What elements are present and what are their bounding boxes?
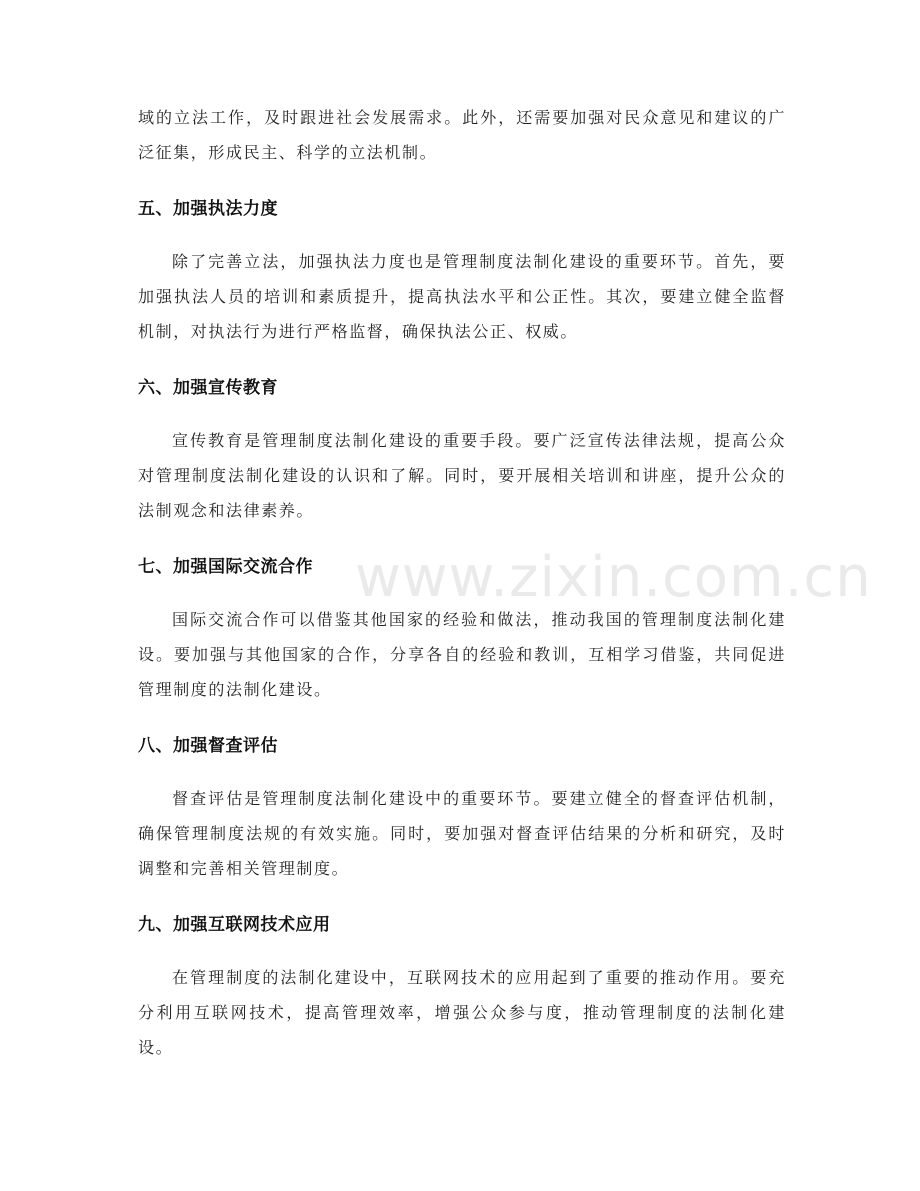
section-body-6: 宣传教育是管理制度法制化建设的重要手段。要广泛宣传法律法规，提高公众对管理制度法制化建设的认识和了解。同时，要开展相关培训和讲座，提升公众的法制观念和法律素养。 <box>138 431 786 520</box>
section-body-5: 除了完善立法，加强执法力度也是管理制度法制化建设的重要环节。首先，要加强执法人员的培训和素质提升，提高执法水平和公正性。其次，要建立健全监督机制，对执法行为进行严格监督，确保执法公正、权威。 <box>138 252 786 341</box>
section-heading-9: 九、加强互联网技术应用 <box>138 915 331 935</box>
section-body-8: 督查评估是管理制度法制化建设中的重要环节。要建立健全的督查评估机制，确保管理制度法规的有效实施。同时，要加强对督查评估结果的分析和研究，及时调整和完善相关管理制度。 <box>138 789 786 878</box>
section-heading-7: 七、加强国际交流合作 <box>138 557 313 577</box>
section-heading-6: 六、加强宣传教育 <box>138 378 278 398</box>
section-body-7: 国际交流合作可以借鉴其他国家的经验和做法，推动我国的管理制度法制化建设。要加强与其他国家的合作，分享各自的经验和教训，互相学习借鉴，共同促进管理制度的法制化建设。 <box>138 610 786 699</box>
document-body <box>138 100 786 1065</box>
section-heading-5: 五、加强执法力度 <box>138 199 278 219</box>
watermark: www.zixin.com.cn <box>355 545 872 610</box>
section-heading-8: 八、加强督查评估 <box>138 736 278 756</box>
section-body-9: 在管理制度的法制化建设中，互联网技术的应用起到了重要的推动作用。要充分利用互联网技术，提高管理效率，增强公众参与度，推动管理制度的法制化建设。 <box>138 968 786 1057</box>
intro-paragraph: 域的立法工作，及时跟进社会发展需求。此外，还需要加强对民众意见和建议的广泛征集，形成民主、科学的立法机制。 <box>138 108 786 162</box>
